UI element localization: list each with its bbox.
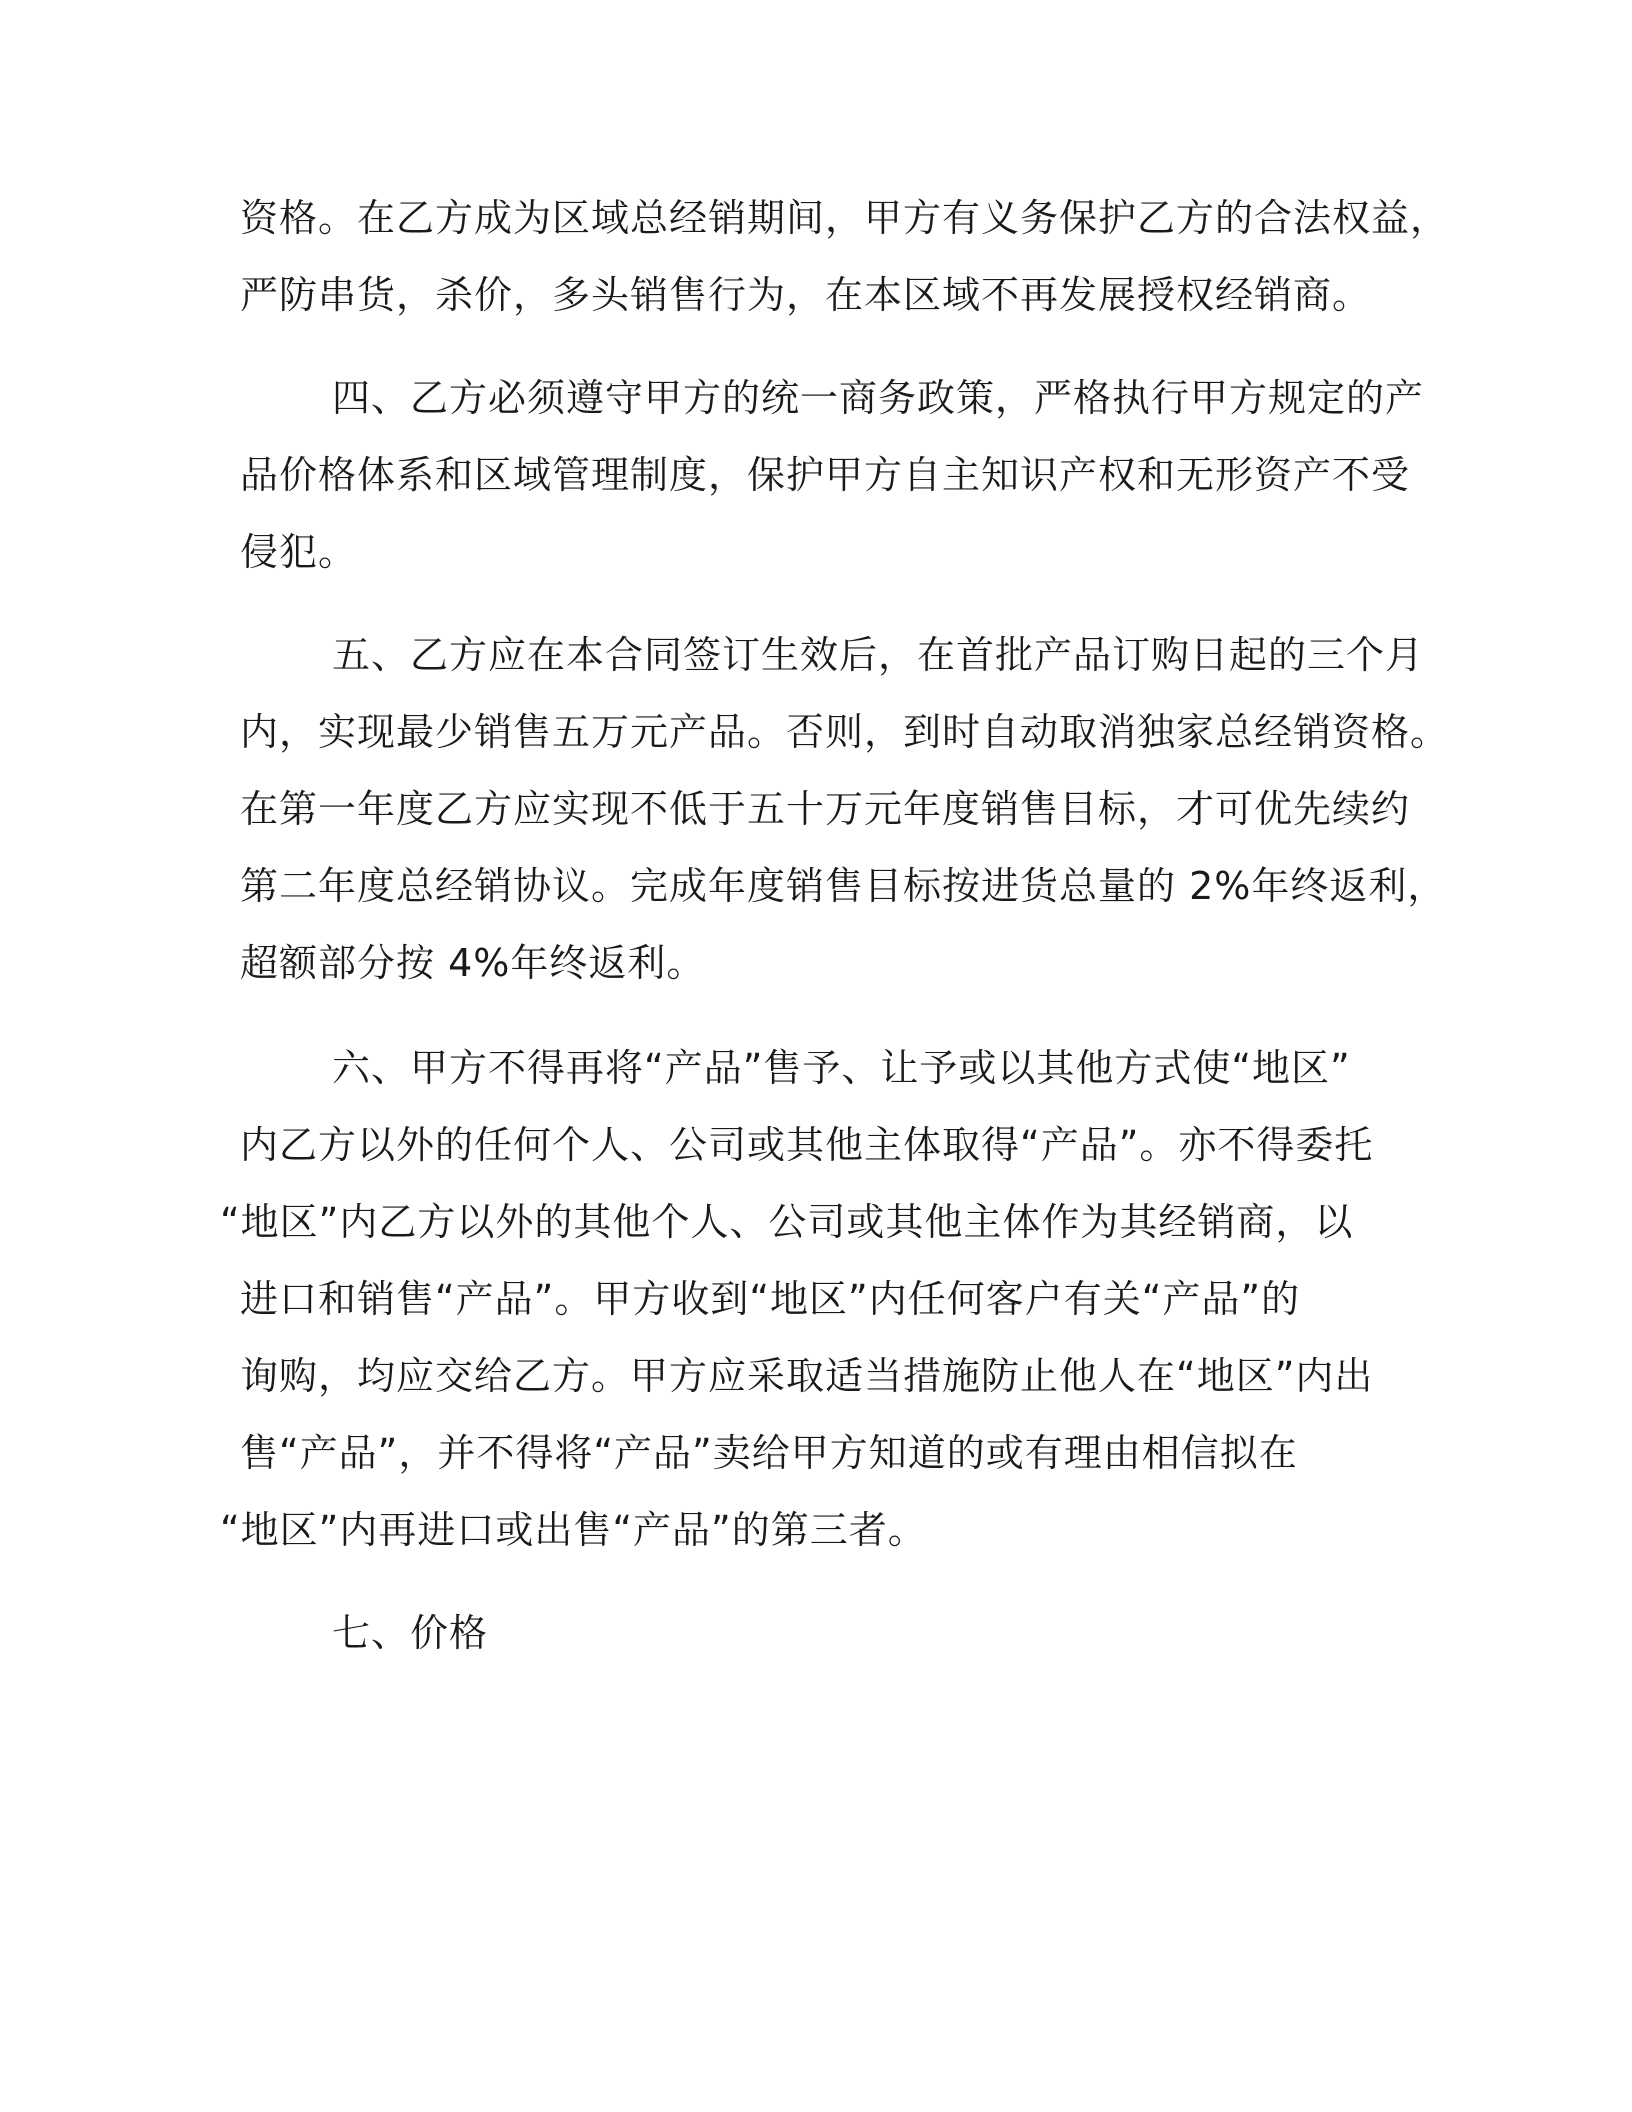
text-line: 六、甲方不得再将“产品”售予、让予或以其他方式使“地区” — [332, 1046, 1351, 1090]
text-line: 五、乙方应在本合同签订生效后，在首批产品订购日起的三个月 — [332, 633, 1425, 677]
clause-five — [240, 617, 1450, 1002]
section-heading: 七、价格 — [332, 1611, 489, 1655]
text-line: “地区”内乙方以外的其他个人、公司或其他主体作为其经销商，以 — [220, 1200, 1354, 1244]
text-line: “地区”内再进口或出售“产品”的第三者。 — [220, 1508, 927, 1552]
text-line: 严防串货，杀价，多头销售行为，在本区域不再发展授权经销商。 — [240, 273, 1372, 317]
text-line: 询购，均应交给乙方。甲方应采取适当措施防止他人在“地区”内出 — [240, 1354, 1374, 1398]
text-line: 超额部分按 4%年终返利。 — [240, 941, 706, 985]
text-line: 侵犯。 — [240, 530, 358, 574]
text-line: 进口和销售“产品”。甲方收到“地区”内任何客户有关“产品”的 — [240, 1277, 1301, 1321]
text-line: 内乙方以外的任何个人、公司或其他主体取得“产品”。亦不得委托 — [240, 1123, 1374, 1167]
paragraph-continuation — [240, 180, 1450, 334]
clause-six — [220, 1030, 1380, 1569]
clause-four — [240, 360, 1425, 591]
text-line: 内，实现最少销售五万元产品。否则，到时自动取消独家总经销资格。 — [240, 710, 1450, 754]
text-line: 第二年度总经销协议。完成年度销售目标按进货总量的 2%年终返利， — [240, 864, 1447, 908]
text-line: 品价格体系和区域管理制度，保护甲方自主知识产权和无形资产不受 — [240, 453, 1411, 497]
clause-seven-heading — [240, 1595, 1380, 1672]
text-line: 资格。在乙方成为区域总经销期间，甲方有义务保护乙方的合法权益， — [240, 196, 1450, 240]
text-line: 在第一年度乙方应实现不低于五十万元年度销售目标，才可优先续约 — [240, 787, 1411, 831]
text-line: 售“产品”，并不得将“产品”卖给甲方知道的或有理由相信拟在 — [240, 1431, 1298, 1475]
text-line: 四、乙方必须遵守甲方的统一商务政策，严格执行甲方规定的产 — [332, 376, 1425, 420]
